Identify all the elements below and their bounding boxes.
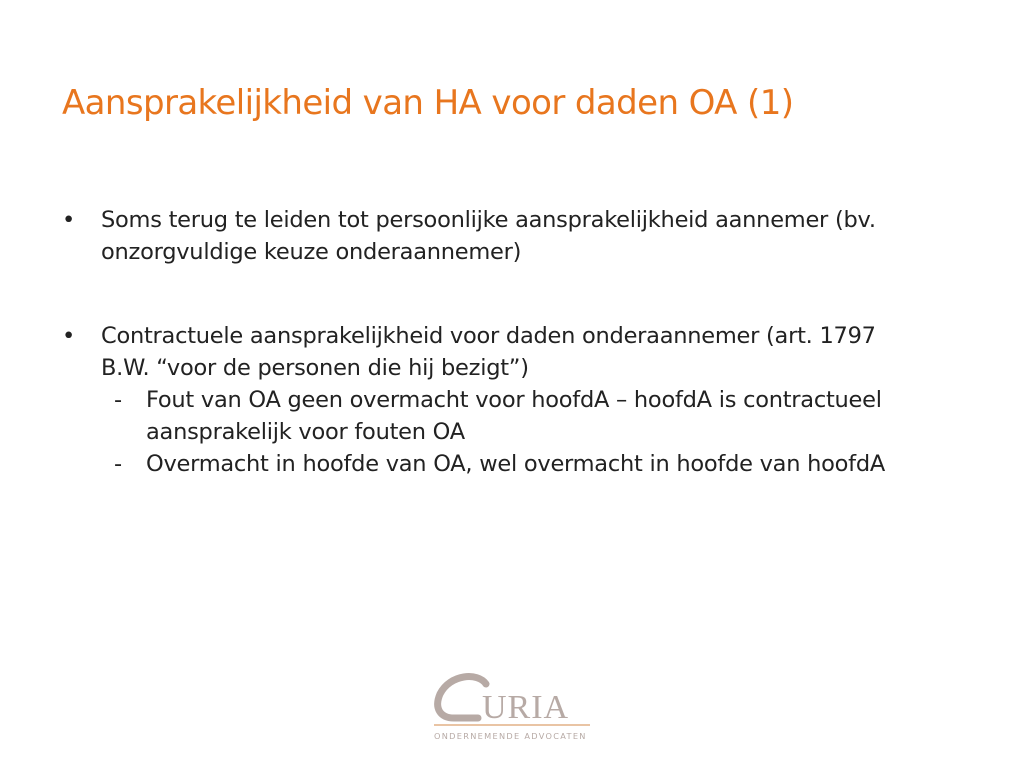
sub-bullet-item: [0, 384, 926, 448]
curia-logo: [428, 660, 594, 744]
dash-icon: -: [114, 451, 122, 477]
bullet-item: [0, 320, 931, 384]
bullet-dot-icon: •: [62, 323, 76, 349]
logo-c-swoosh: [438, 677, 486, 718]
bullet-item: [0, 204, 931, 268]
logo-name: URIA: [482, 689, 570, 726]
slide-body: [0, 204, 1024, 480]
bullet-text: Contractuele aansprakelijkheid voor daden onderaannemer (art. 1797 B.W. “voor de personen die hij bezigt”): [101, 323, 876, 381]
sub-bullet-text: Overmacht in hoofde van OA, wel overmacht in hoofde van hoofdA: [146, 451, 886, 477]
sub-bullet-item: [0, 448, 926, 480]
logo-tagline: ONDERNEMENDE ADVOCATEN: [434, 731, 587, 741]
dash-icon: -: [114, 387, 122, 413]
bullet-dot-icon: •: [62, 207, 76, 233]
sub-bullet-text: Fout van OA geen overmacht voor hoofdA – hoofdA is contractueel aansprakelijk voor fouten OA: [146, 387, 882, 445]
bullet-text: Soms terug te leiden tot persoonlijke aansprakelijkheid aannemer (bv. onzorgvuldige keuze onderaannemer): [101, 207, 876, 265]
slide-title: Aansprakelijkheid van HA voor daden OA (1): [62, 83, 794, 123]
